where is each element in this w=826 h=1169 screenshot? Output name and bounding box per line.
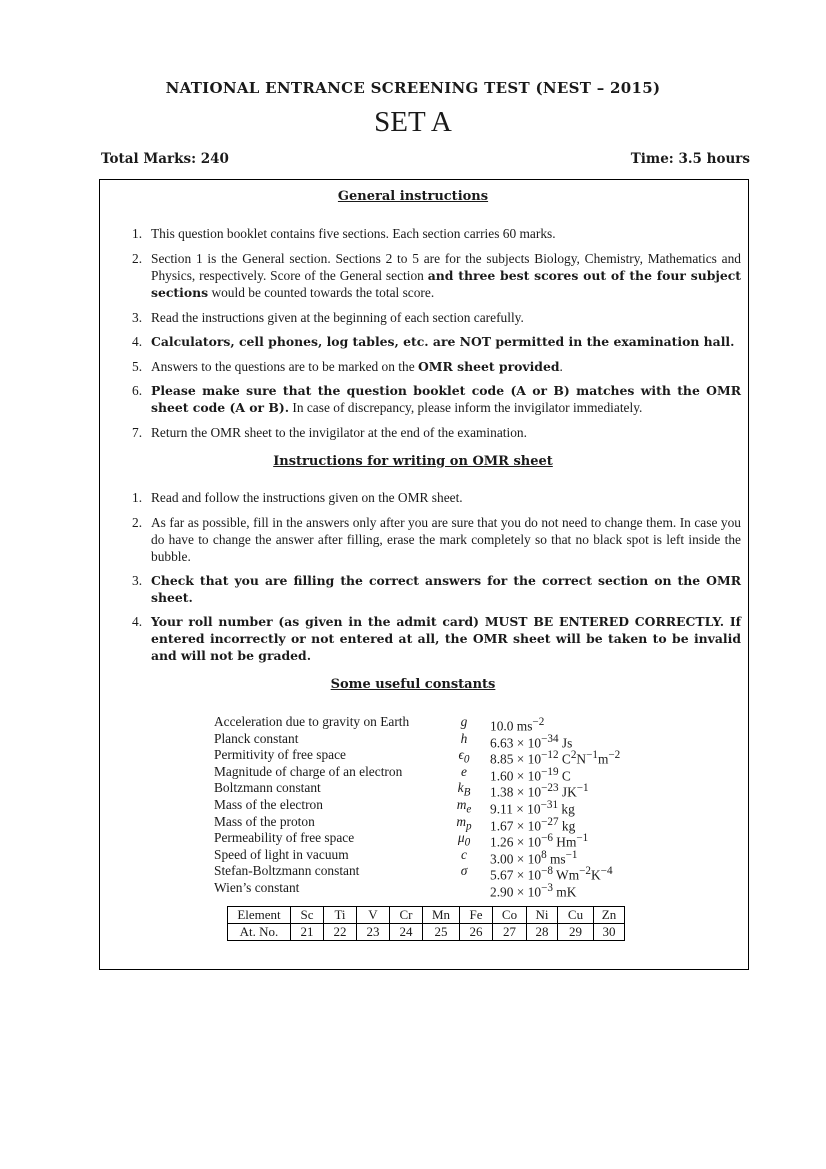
general-instruction-item-number: 3. [132,310,143,325]
element-table-cell: 24 [390,924,423,941]
general-instruction-item-number: 7. [132,425,143,440]
constant-symbol: $\epsilon_0$ [458,747,470,766]
omr-instruction-item-4 [132,613,741,664]
constant-symbol: c [461,846,467,862]
element-table-cell: Zn [594,907,625,924]
general-instruction-item-7 [132,424,741,441]
constant-name: Speed of light in vacuum [214,846,349,862]
element-table-cell: Cu [558,907,594,924]
element-table-cell: 30 [594,924,625,941]
constant-name: Stefan-Boltzmann constant [214,863,360,879]
general-instruction-item-text: This question booklet contains five sections. Each section carries 60 marks. [151,226,556,241]
element-table-cell: Sc [291,907,324,924]
general-instruction-item-text: Return the OMR sheet to the invigilator at the end of the examination. [151,425,527,440]
constant-name: Boltzmann constant [214,780,321,796]
general-instruction-item-number: 6. [132,383,143,398]
constant-name: Planck constant [214,730,299,746]
constant-value: $1.67 \times 10^{-27}$ kg [490,815,576,834]
general-instruction-item-6 [132,382,741,416]
constant-value: $1.38 \times 10^{-23}$ $JK^{-1}$ [490,782,589,800]
general-instruction-item-2 [132,250,741,301]
element-table-cell: Fe [460,907,493,924]
constant-value: $6.63 \times 10^{-34}$ Js [490,732,573,751]
constant-value: $3.00 \times 10^8$ $ms^{-1}$ [490,848,578,867]
omr-instruction-item-number: 2. [132,515,143,530]
element-table-cell: Cr [390,907,423,924]
element-table-cell: Co [493,907,527,924]
constant-value: $8.85 \times 10^{-12}$ $C^2N^{-1}m^{-2}$ [490,749,621,767]
constant-value: $2.90 \times 10^{-3}$ mK [490,882,577,900]
omr-instruction-item-number: 3. [132,573,143,588]
omr-instruction-item-text: As far as possible, fill in the answers only after you are sure that you do not need to change them. In case you do have to change the answer after filling, erase the mark completely so that no black spot is left inside the bubble. [151,515,741,564]
element-table [227,906,625,941]
element-table-cell: 22 [324,924,357,941]
time-allowed: Time: 3.5 hours [630,151,750,167]
element-table-cell: At. No. [228,924,291,941]
omr-instruction-item-text: Check that you are filling the correct answers for the correct section on the OMR sheet. [151,573,741,605]
element-table-cell: V [357,907,390,924]
element-table-cell: 21 [291,924,324,941]
element-table-cell: Mn [423,907,460,924]
omr-instruction-item-text: Read and follow the instructions given on the OMR sheet. [151,490,463,505]
set-label: SET A [374,106,452,138]
exam-title: NATIONAL ENTRANCE SCREENING TEST (NEST – 2015) [165,79,661,97]
general-instruction-item-3 [132,309,741,326]
element-table-cell: 29 [558,924,594,941]
general-instruction-item-text: Answers to the questions are to be marked on the OMR sheet provided. [151,359,563,374]
omr-instruction-item-1 [132,489,741,506]
constant-symbol: g [460,714,468,729]
constant-symbol: $m_e$ [456,797,472,816]
general-instruction-item-text: Please make sure that the question booklet code (A or B) matches with the OMR sheet code (A or B). In case of discrepancy, please inform the invigilator immediately. [151,383,741,415]
constant-value: 10.0 $ms^{-2}$ [490,716,545,734]
element-table-cell: 27 [493,924,527,941]
element-table-cell: 25 [423,924,460,941]
element-table-cell: 26 [460,924,493,941]
constant-name: Wien’s constant [214,880,300,895]
element-table-cell: Element [228,907,291,924]
constant-name: Mass of the electron [214,797,323,812]
constant-name: Permitivity of free space [214,747,346,763]
constant-value: $9.11 \times 10^{-31}$ kg [490,799,575,817]
element-table-cell: 23 [357,924,390,941]
element-table-cell: 28 [527,924,558,941]
constant-name: Permeability of free space [214,830,355,846]
omr-instruction-item-number: 4. [132,614,143,629]
total-marks: Total Marks: 240 [101,151,229,167]
omr-instruction-item-3 [132,572,741,606]
constant-symbol: $\mu_0$ [457,830,471,849]
general-instruction-item-number: 5. [132,359,143,374]
constant-value: $1.60 \times 10^{-19}$ C [490,765,571,784]
element-table-cell: Ni [527,907,558,924]
constant-symbol: e [461,763,467,779]
general-instruction-item-5 [132,358,741,375]
omr-instructions-heading: Instructions for writing on OMR sheet [273,454,553,469]
constant-name: Magnitude of charge of an electron [214,763,403,779]
omr-instruction-item-text: Your roll number (as given in the admit card) MUST BE ENTERED CORRECTLY. If entered incorrectly or not entered at all, the OMR sheet will be taken to be invalid and will not be graded. [151,614,741,663]
general-instructions-heading: General instructions [337,189,489,204]
constant-name: Mass of the proton [214,813,315,829]
element-table-atomic-number-row [228,924,625,941]
general-instruction-item-text: Section 1 is the General section. Sections 2 to 5 are for the subjects Biology, Chemistry, Mathematics and Physics, respectively. Score of the General section and three best scores out of the four subject sections would be counted towards the total score. [151,251,741,300]
constants-heading: Some useful constants [330,677,496,692]
constant-value: $1.26 \times 10^{-6}$ $Hm^{-1}$ [490,832,589,850]
constant-name: Acceleration due to gravity on Earth [214,714,410,729]
general-instruction-item-number: 4. [132,334,143,349]
constant-symbol: h [460,730,468,746]
omr-instruction-item-2 [132,514,741,565]
general-instruction-item-1 [132,225,741,242]
element-table-cell: Ti [324,907,357,924]
constant-symbol: σ [460,863,468,879]
general-instruction-item-4 [132,333,741,350]
constant-symbol: $m_p$ [456,813,472,833]
omr-instruction-item-number: 1. [132,490,143,505]
general-instruction-item-number: 1. [132,226,143,241]
constant-symbol: $k_B$ [457,780,471,800]
general-instruction-item-text: Calculators, cell phones, log tables, etc. are NOT permitted in the examination hall. [151,334,735,349]
general-instruction-item-text: Read the instructions given at the beginning of each section carefully. [151,310,524,325]
constant-value: $5.67 \times 10^{-8}$ $Wm^{-2}K^{-4}$ [490,865,613,883]
general-instruction-item-number: 2. [132,251,143,266]
element-table-header-row [228,907,625,924]
